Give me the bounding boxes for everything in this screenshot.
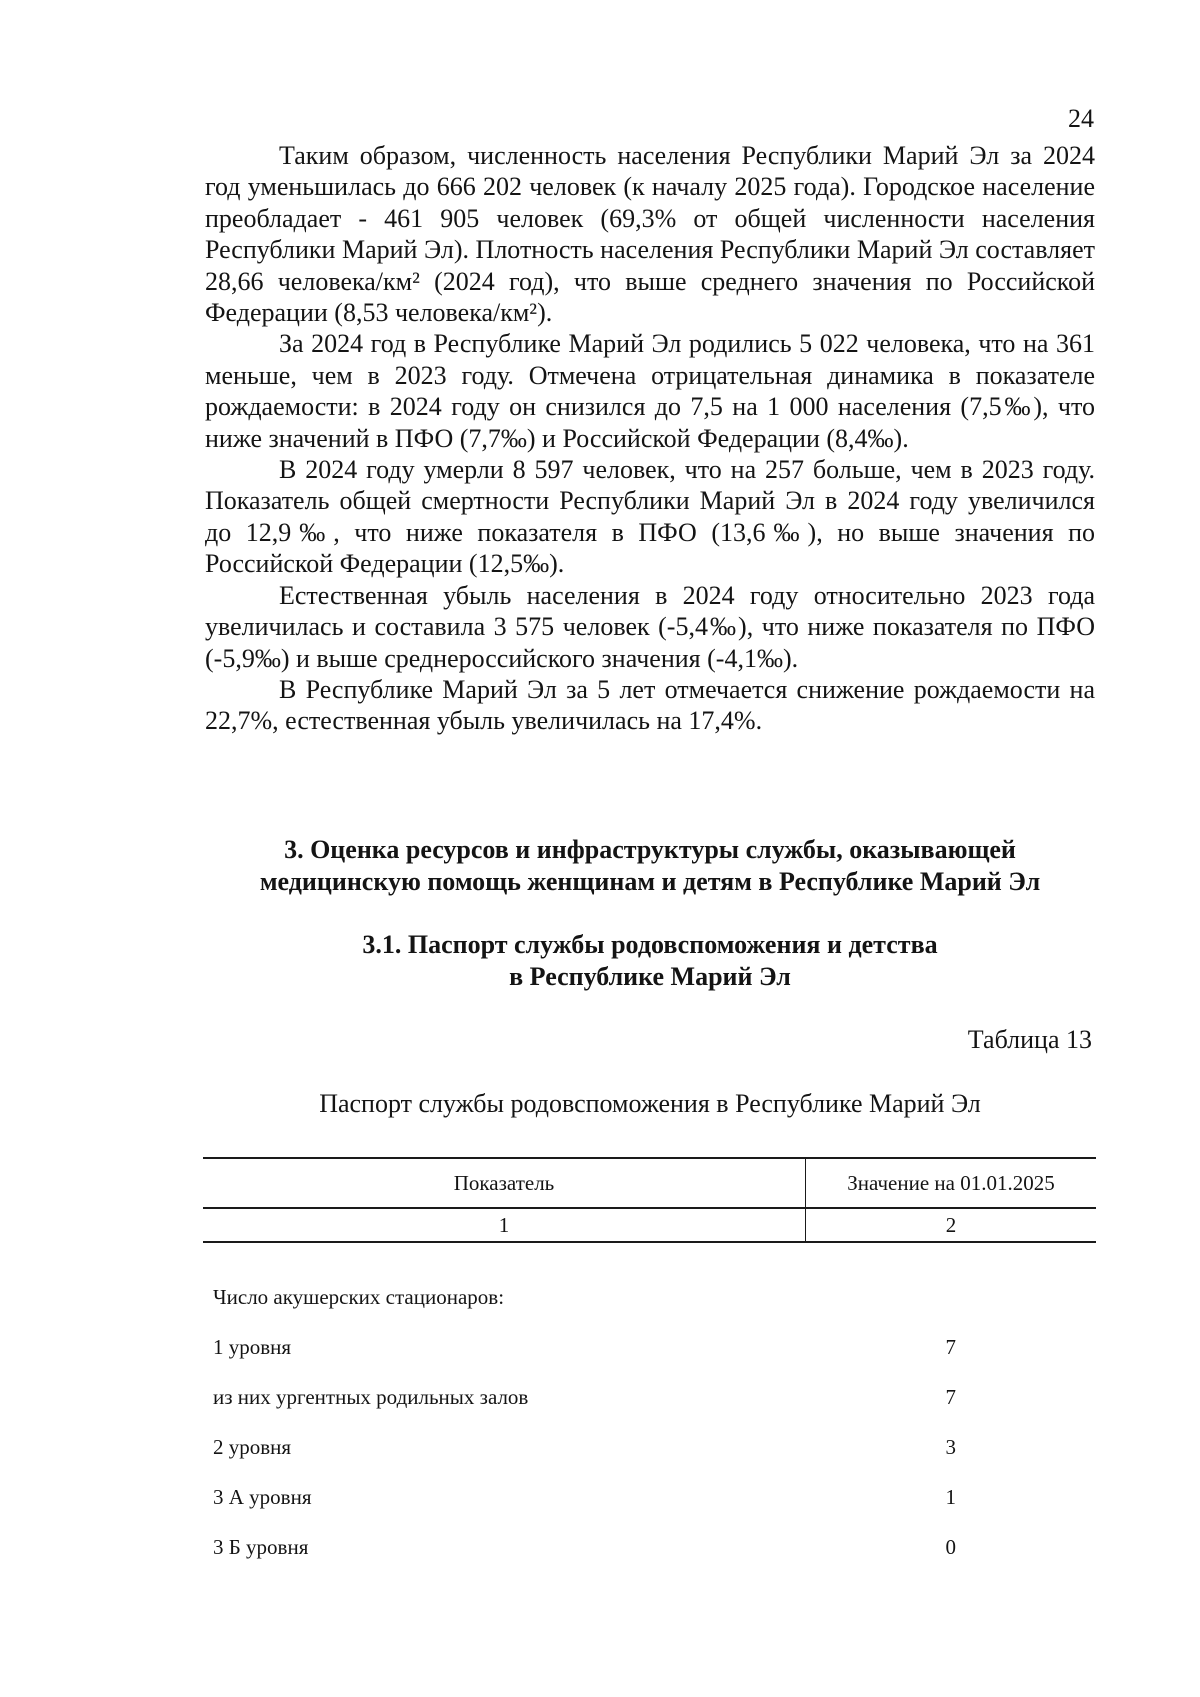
column-number-row bbox=[203, 1208, 1096, 1242]
row-label: из них ургентных родильных залов bbox=[213, 1384, 529, 1409]
table-row bbox=[203, 1242, 1096, 1322]
table-row bbox=[203, 1422, 1096, 1472]
table-header-row bbox=[203, 1158, 1096, 1208]
subsection-heading-line: в Республике Марий Эл bbox=[509, 962, 791, 991]
paragraph: За 2024 год в Республике Марий Эл родились 5 022 человека, что на 361 меньше, чем в 2023 году. Отмечена отрицательная динамика в показателе рождаемости: в 2024 году он снизился до 7,5 на 1 000 населения (7,5‰), что ниже значений в ПФО (7,7‰) и Российской Федерации (8,4‰). bbox=[205, 329, 1095, 453]
row-value: 7 bbox=[945, 1334, 956, 1359]
table-row bbox=[203, 1472, 1096, 1522]
row-label: 2 уровня bbox=[213, 1434, 292, 1459]
row-value bbox=[806, 1242, 1097, 1322]
column-header-value: Значение на 01.01.2025 bbox=[806, 1158, 1097, 1208]
table-label: Таблица 13 bbox=[967, 1025, 1092, 1054]
column-number: 1 bbox=[203, 1208, 806, 1242]
section-heading bbox=[205, 834, 1095, 898]
paragraph: В 2024 году умерли 8 597 человек, что на 257 больше, чем в 2023 году. Показатель общей смертности Республики Марий Эл в 2024 году увеличился до 12,9‰, что ниже показателя в ПФО (13,6‰), но выше значения по Российской Федерации (12,5‰). bbox=[205, 455, 1095, 579]
table-row bbox=[203, 1372, 1096, 1422]
page-number: 24 bbox=[1068, 104, 1094, 133]
row-value: 7 bbox=[945, 1384, 956, 1409]
row-value: 3 bbox=[945, 1434, 956, 1459]
paragraph: Таким образом, численность населения Республики Марий Эл за 2024 год уменьшилась до 666 202 человек (к началу 2025 года). Городское население преобладает - 461 905 человек (69,3% от общей численности населения Республики Марий Эл). Плотность населения Республики Марий Эл составляет 28,66 человека/км² (2024 год), что выше среднего значения по Российской Федерации (8,53 человека/км²). bbox=[205, 141, 1095, 328]
row-value: 1 bbox=[945, 1484, 956, 1509]
section-heading-line: медицинскую помощь женщинам и детям в Республике Марий Эл bbox=[259, 867, 1041, 896]
row-label: Число акушерских стационаров: bbox=[213, 1284, 505, 1309]
row-label: 1 уровня bbox=[213, 1334, 292, 1359]
column-number: 2 bbox=[806, 1208, 1097, 1242]
subsection-heading-line: 3.1. Паспорт службы родовспоможения и детства bbox=[362, 930, 938, 959]
section-heading-line: 3. Оценка ресурсов и инфраструктуры службы, оказывающей bbox=[284, 835, 1016, 864]
table-row bbox=[203, 1322, 1096, 1372]
table-title: Паспорт службы родовспоможения в Республике Марий Эл bbox=[319, 1089, 981, 1118]
body-text bbox=[205, 140, 1095, 737]
column-header-indicator: Показатель bbox=[203, 1158, 806, 1208]
passport-table bbox=[203, 1157, 1096, 1572]
subsection-heading bbox=[205, 929, 1095, 993]
row-label: 3 А уровня bbox=[213, 1484, 312, 1509]
row-label: 3 Б уровня bbox=[213, 1534, 309, 1559]
paragraph: Естественная убыль населения в 2024 году относительно 2023 года увеличилась и составила 3 575 человек (-5,4‰), что ниже показателя по ПФО (-5,9‰) и выше среднероссийского значения (-4,1‰). bbox=[205, 580, 1095, 673]
paragraph: В Республике Марий Эл за 5 лет отмечается снижение рождаемости на 22,7%, естественная убыль увеличилась на 17,4%. bbox=[205, 674, 1095, 736]
table-row bbox=[203, 1522, 1096, 1572]
row-value: 0 bbox=[945, 1534, 956, 1559]
